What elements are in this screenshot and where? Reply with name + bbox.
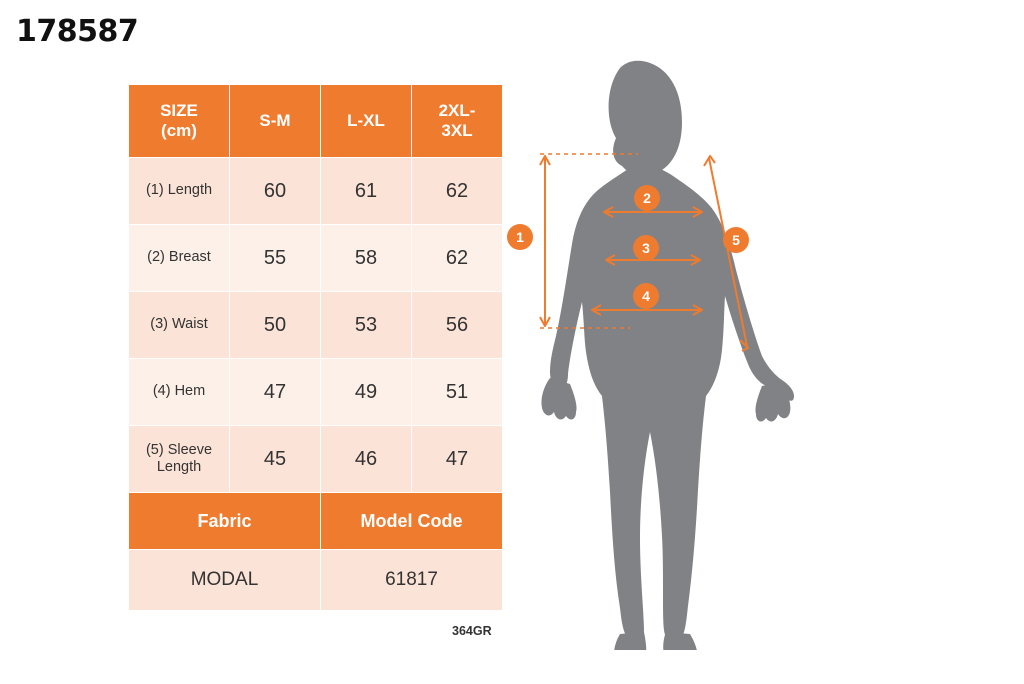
- column-header-sm: S-M: [230, 85, 321, 158]
- table-row: [129, 426, 503, 493]
- cell-hem-sm: 47: [230, 359, 321, 426]
- marker-5-sleeve-length: 5: [723, 227, 749, 253]
- marker-4-hem: 4: [633, 283, 659, 309]
- cell-waist-sm: 50: [230, 292, 321, 359]
- product-code: 178587: [16, 14, 139, 49]
- footer-header-model-code: Model Code: [321, 493, 503, 550]
- cell-hem-lxl: 49: [321, 359, 412, 426]
- table-row: [129, 359, 503, 426]
- arrow-length: [540, 156, 550, 326]
- row-label-sleeve-length: [129, 426, 230, 493]
- size-table-body: [129, 158, 503, 611]
- marker-3-waist: 3: [633, 235, 659, 261]
- row-label-breast: (2) Breast: [129, 225, 230, 292]
- cell-sleeve-2xl3xl: 47: [412, 426, 503, 493]
- cell-sleeve-lxl: 46: [321, 426, 412, 493]
- column-header-lxl: L-XL: [321, 85, 412, 158]
- marker-1-length: 1: [507, 224, 533, 250]
- row-label-length: (1) Length: [129, 158, 230, 225]
- footer-value-model-code: 61817: [321, 550, 503, 611]
- column-header-2xl3xl-line1: 2XL-: [438, 101, 476, 121]
- cell-breast-2xl3xl: 62: [412, 225, 503, 292]
- row-label-waist: (3) Waist: [129, 292, 230, 359]
- table-header-row: [129, 85, 503, 158]
- table-row: [129, 292, 503, 359]
- cell-breast-sm: 55: [230, 225, 321, 292]
- cell-hem-2xl3xl: 51: [412, 359, 503, 426]
- table-row: [129, 225, 503, 292]
- column-header-size: [129, 85, 230, 158]
- cell-length-lxl: 61: [321, 158, 412, 225]
- column-header-size-line1: SIZE: [160, 101, 198, 121]
- column-header-2xl3xl-line2: 3XL: [441, 121, 473, 140]
- female-silhouette-icon: [541, 61, 794, 650]
- cell-breast-lxl: 58: [321, 225, 412, 292]
- column-header-2xl3xl: [412, 85, 503, 158]
- row-label-sleeve-length-line2: Length: [156, 459, 202, 475]
- figure-svg: [510, 30, 810, 650]
- cell-length-2xl3xl: 62: [412, 158, 503, 225]
- cell-waist-lxl: 53: [321, 292, 412, 359]
- footer-value-fabric: MODAL: [129, 550, 321, 611]
- footer-header-fabric: Fabric: [129, 493, 321, 550]
- size-table: [128, 84, 503, 611]
- cell-length-sm: 60: [230, 158, 321, 225]
- table-footer-header-row: [129, 493, 503, 550]
- fabric-weight-note: 364GR: [452, 624, 492, 638]
- size-table-header: [129, 85, 503, 158]
- cell-waist-2xl3xl: 56: [412, 292, 503, 359]
- table-footer-value-row: [129, 550, 503, 611]
- row-label-sleeve-length-line1: (5) Sleeve: [145, 441, 213, 458]
- table-row: [129, 158, 503, 225]
- cell-sleeve-sm: 45: [230, 426, 321, 493]
- column-header-size-line2: (cm): [161, 121, 197, 140]
- model-figure: [510, 30, 810, 650]
- marker-2-breast: 2: [634, 185, 660, 211]
- row-label-hem: (4) Hem: [129, 359, 230, 426]
